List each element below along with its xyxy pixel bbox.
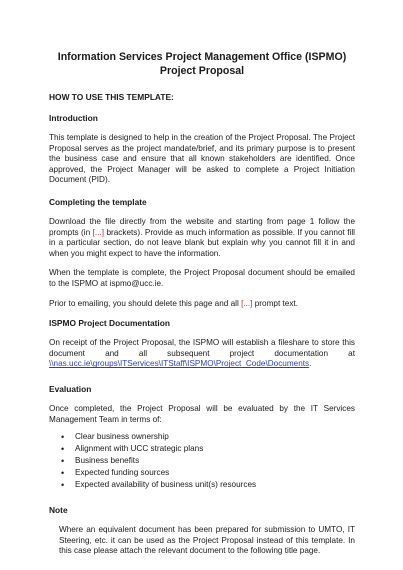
list-item: • Expected availability of business unit(s) resources <box>75 479 355 491</box>
list-item: • Clear business ownership <box>75 431 355 443</box>
list-item: • Business benefits <box>75 455 355 467</box>
how-to-heading: HOW TO USE THIS TEMPLATE: <box>49 92 174 102</box>
intro-heading: Introduction <box>49 113 98 123</box>
prior-text-b: prompt text. <box>254 298 298 308</box>
prior-text-a: Prior to emailing, you should delete this page and all <box>49 298 239 308</box>
evaluation-text: Once completed, the Project Proposal will be evaluated by the IT Services Management Team in terms of: <box>49 403 355 424</box>
documentation-period: . <box>309 359 312 369</box>
documentation-heading: ISPMO Project Documentation <box>49 318 170 329</box>
completing-text-a: Download the file directly from the website and starting from page 1 follow the prompts (in <box>49 216 355 237</box>
completing-paragraph-3 <box>49 299 355 310</box>
note-heading: Note <box>49 505 68 516</box>
documentation-body: On receipt of the Project Proposal, the ISPMO will establish a fileshare to store this document and all subsequent project documentation at <box>49 338 355 358</box>
fileshare-link[interactable]: \\nas.ucc.ie\groups\ITServices\ITStaff\ISPMO\Project_Code\Documents <box>49 359 310 369</box>
completing-paragraph-1 <box>49 217 355 259</box>
intro-text: This template is designed to help in the creation of the Project Proposal. The Project Proposal serves as the project mandate/brief, and its primary purpose is to present the business case and ensure that all known stakeholders are identified. Once approved, the Project Manager will be asked to complete a Project Initiation Document (PID). <box>49 133 355 185</box>
documentation-text <box>49 338 355 370</box>
evaluation-heading: Evaluation <box>49 383 92 394</box>
bracket-prompt-2: [...] <box>241 298 253 308</box>
evaluation-list <box>49 431 355 491</box>
list-item: • Expected funding sources <box>75 467 355 479</box>
list-item: • Alignment with UCC strategic plans <box>75 443 355 455</box>
document-subtitle: Project Proposal <box>159 65 245 77</box>
completing-text-b: brackets). Provide as much information as possible. If you cannot fill in a particular section, do not leave blank but explain why you cannot fill it in and when you might expect to have the information. <box>49 227 355 258</box>
completing-heading: Completing the template <box>49 196 147 207</box>
note-text: Where an equivalent document has been prepared for submission to UMTO, IT Steering, etc. it can be used as the Project Proposal instead of this template. In this case please attach the relevant document to the following title page. <box>59 525 355 556</box>
document-title: Information Services Project Management Office (ISPMO) <box>57 51 347 63</box>
note-section <box>49 505 355 557</box>
completing-paragraph-2: When the template is complete, the Project Proposal document should be emailed to the ISPMO at ispmo@ucc.ie. <box>49 268 355 288</box>
bracket-prompt: [...] <box>92 227 104 237</box>
